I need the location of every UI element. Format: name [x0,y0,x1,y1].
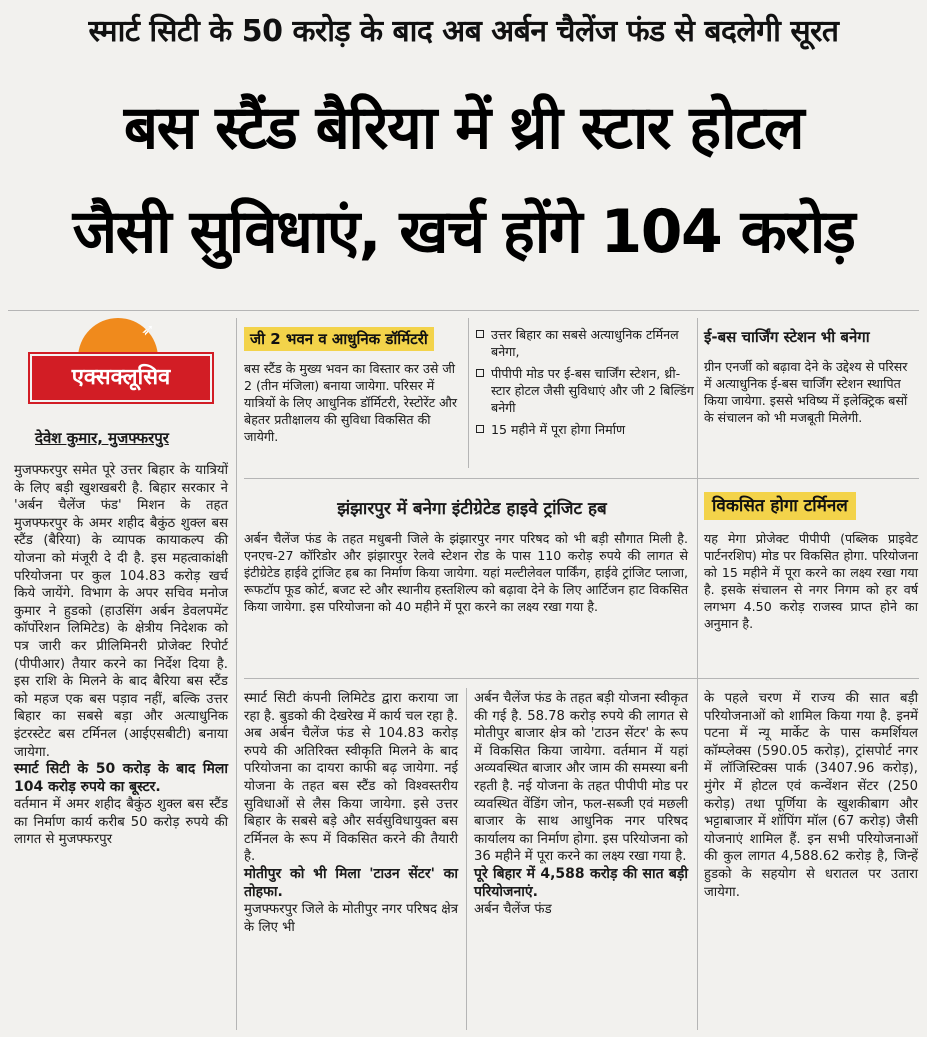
paragraph: के पहले चरण में राज्य की सात बड़ी परियोजनाओं को शामिल किया गया है. इनमें पटना में न्यू मार्केट के पास कमर्शियल कॉम्प्लेक्स (590.05 करोड़), ट्रांसपोर्ट नगर में लॉजिस्टिक्स पार्क (3407.96 करोड़), मुंगेर में होटल एवं कन्वेंशन सेंटर (250 करोड़) तथा पूर्णिया के खुशकीबाग और भट्टाबाजार में शॉपिंग मॉल (67 करोड़) जैसी योजनाएं शामिल हैं. इन सभी परियोजनाओं की कुल लागत 4,588.62 करोड़ है, जिन्हें हुडको के सहयोग से धरातल पर उतारा जायेगा. [704,691,918,900]
article-column-1 [14,462,228,849]
article-column-2 [244,690,458,936]
paragraph: स्मार्ट सिटी कंपनी लिमिटेड द्वारा कराया जा रहा है. बुडको की देखरेख में कार्य चल रहा है. अब अर्बन चैलेंज फंड से 104.83 करोड़ रुपये की अतिरिक्त स्वीकृति मिलने के बाद परियोजना का दायरा काफी बढ़ जायेगा. नई योजना के तहत बस स्टैंड को विश्वस्तरीय सुविधाओं से लैस किया जायेगा. इसे उत्तर बिहार के सबसे बड़े और सर्वसुविधायुक्त बस टर्मिनल के रूप में विकसित करने की तैयारी है. [244,691,458,865]
divider-col-2 [466,688,467,1030]
square-bullet-icon [476,330,484,338]
bullet-item: 15 महीने में पूरा होगा निर्माण [476,421,698,438]
divider-middle [244,478,919,479]
square-bullet-icon [476,369,484,377]
subheading: मोतीपुर को भी मिला 'टाउन सेंटर' का तोहफा. [244,865,458,900]
paragraph: वर्तमान में अमर शहीद बैकुंठ शुक्ल बस स्टैंड का निर्माण कार्य करीब 50 करोड़ रुपये की लागत से मुजफ्फरपुर [14,797,228,848]
box-title-ebus: ई-बस चार्जिंग स्टेशन भी बनेगा [704,328,870,346]
box-text-g2-building: बस स्टैंड के मुख्य भवन का विस्तार कर उसे जी 2 (तीन मंजिला) बनाया जायेगा. परिसर में यात्रियों के लिए आधुनिक डॉर्मिटरी, रेस्टोरेंट और बेहतर प्रतीक्षालय की सुविधा विकसित की जायेगी. [244,361,458,444]
subheading: स्मार्ट सिटी के 50 करोड़ के बाद मिला 104 करोड़ रुपये का बूस्टर. [14,761,228,795]
terminal-text: यह मेगा प्रोजेक्ट पीपीपी (पब्लिक प्राइवेट पार्टनरशिप) मोड पर विकसित होगा. परियोजना को 15 महीने में पूरा करने का लक्ष्य रखा गया है. इसके संचालन से नगर निगम को हर वर्ष लगभग 4.50 करोड़ राजस्व प्राप्त होने का अनुमान है. [704,531,918,631]
subheading: पूरे बिहार में 4,588 करोड़ की सात बड़ी परियोजनाएं. [474,865,688,900]
paragraph: मुजफ्फरपुर समेत पूरे उत्तर बिहार के यात्रियों के लिए बड़ी खुशखबरी है. बिहार सरकार ने 'अर्बन चैलेंज फंड' मिशन के तहत मुजफ्फरपुर के अमर शहीद बैकुंठ शुक्ल बस स्टैंड (बैरिया) के व्यापक कायाकल्प की योजना को मंजूरी दे दी है. इस महत्वाकांक्षी परियोजना पर कुल 104.83 करोड़ खर्च किये जायेंगे. विभाग के अपर सचिव मनोज कुमार ने हुडको (हाउसिंग अर्बन डेवलपमेंट कॉर्पोरेशन लिमिटेड) के क्षेत्रीय निदेशक को पत्र जारी कर प्रीलिमिनरी प्रोजेक्ट रिपोर्ट (पीपीआर) तैयार करने का निर्देश दिया है. इस राशि के मिलने के बाद बैरिया बस स्टैंड को महज एक बस पड़ाव नहीं, बल्कि उत्तर बिहार का सबसे बड़ा और अत्याधुनिक इंटरस्टेट बस टर्मिनल (आईएसबीटी) बनाया जायेगा. [14,463,228,760]
terminal-heading: विकसित होगा टर्मिनल [704,492,856,520]
paragraph: अर्बन चैलेंज फंड के तहत बड़ी योजना स्वीकृत की गई है. 58.78 करोड़ रुपये की लागत से मोतीपुर बाजार क्षेत्र को 'टाउन सेंटर' के रूप में विकसित किया जायेगा. वर्तमान में यहां अव्यवस्थित बाजार और जाम की समस्या बनी रहती है. नई योजना के तहत पीपीपी मोड पर व्यवस्थित वेंडिंग जोन, फल-सब्जी एवं मछली बाजार के साथ आधुनिक नगर परिषद कार्यालय का निर्माण होगा. इस परियोजना को 36 महीने में पूरा करने का लक्ष्य रखा गया है. [474,691,688,865]
byline: देवेश कुमार, मुजफ्फरपुर [35,429,169,447]
bullet-item: पीपीपी मोड पर ई-बस चार्जिंग स्टेशन, थ्री-स्टार होटल जैसी सुविधाएं और जी 2 बिल्डिंग बनेगी [476,365,698,416]
article-column-3 [474,690,688,919]
divider-lower [244,678,919,679]
hub-text: अर्बन चैलेंज फंड के तहत मधुबनी जिले के झंझारपुर नगर परिषद को भी बड़ी सौगात मिली है. एनएच-27 कॉरिडोर और झंझारपुर रेलवे स्टेशन रोड के पास 110 करोड़ रुपये की लागत से इंटीग्रेटेड हाईवे ट्रांजिट हब का निर्माण किया जायेगा. यहां मल्टीलेवल पार्किंग, हाईवे ट्रांजिट प्लाजा, रूफटॉप फूड कोर्ट, बजट स्टे और स्थानीय हस्तशिल्प को बढ़ावा देने के लिए आर्टिजन हाट विकसित किया जायेगा. इस परियोजना को 40 महीने में पूरा करने का लक्ष्य रखा गया है. [244,531,688,614]
kicker-headline: स्मार्ट सिटी के 50 करोड़ के बाद अब अर्बन चैलेंज फंड से बदलेगी सूरत [88,14,839,49]
square-bullet-icon [476,425,484,433]
exclusive-logo [8,318,234,418]
bullet-item: उत्तर बिहार का सबसे अत्याधुनिक टर्मिनल बनेगा, [476,326,698,360]
exclusive-badge: एक्सक्लूसिव [30,354,212,402]
divider-top [8,310,919,311]
divider-col-1 [236,318,237,1030]
box-title-g2-building: जी 2 भवन व आधुनिक डॉर्मिटरी [244,327,434,351]
highlight-bullets [476,326,698,443]
bird-icon: ➶ [141,320,155,339]
main-headline-line-1: बस स्टैंड बैरिया में थ्री स्टार होटल [123,93,804,163]
paragraph: अर्बन चैलेंज फंड [474,902,552,918]
hub-heading: झंझारपुर में बनेगा इंटीग्रेटेड हाइवे ट्रांजिट हब [337,499,607,519]
divider-box-1 [468,318,469,468]
box-text-ebus: ग्रीन एनर्जी को बढ़ावा देने के उद्देश्य से परिसर में अत्याधुनिक ई-बस चार्जिंग स्टेशन स्थापित किया जायेगा. इससे भविष्य में इलेक्ट्रिक बसों के संचालन को भी मजबूती मिलेगी. [704,359,908,425]
main-headline-line-2: जैसी सुविधाएं, खर्च होंगे 104 करोड़ [72,197,855,267]
divider-col-3 [697,318,698,1030]
article-column-4 [704,690,918,901]
paragraph: मुजफ्फरपुर जिले के मोतीपुर नगर परिषद क्षेत्र के लिए भी [244,902,458,935]
